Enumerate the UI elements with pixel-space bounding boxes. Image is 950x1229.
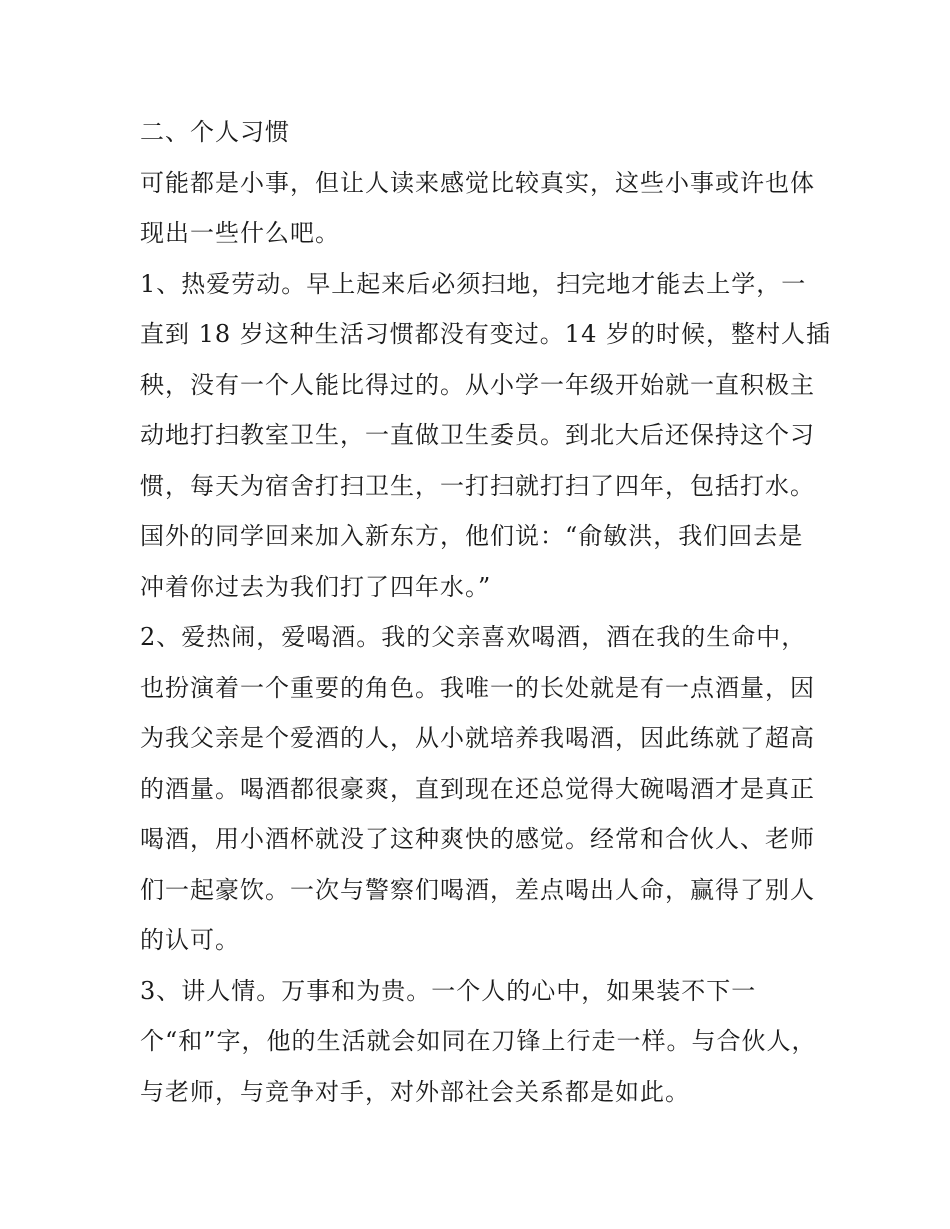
body-line: 国外的同学回来加入新东方，他们说：“俞敏洪，我们回去是 bbox=[140, 522, 804, 550]
body-line: 为我父亲是个爱酒的人，从小就培养我喝酒，因此练就了超高 bbox=[140, 724, 815, 752]
body-line: 秧，没有一个人能比得过的。从小学一年级开始就一直积极主 bbox=[140, 370, 815, 399]
section-heading: 二、个人习惯 bbox=[140, 118, 290, 146]
body-line: 也扮演着一个重要的角色。我唯一的长处就是有一点酒量，因 bbox=[140, 673, 815, 702]
document-body bbox=[140, 107, 830, 1117]
body-line: 惯，每天为宿舍打扫卫生，一打扫就打扫了四年，包括打水。 bbox=[140, 471, 815, 500]
body-line: 2、爱热闹，爱喝酒。我的父亲喜欢喝酒，酒在我的生命中， bbox=[140, 623, 807, 651]
body-line: 喝酒，用小酒杯就没了这种爽快的感觉。经常和合伙人、老师 bbox=[140, 825, 815, 853]
body-line: 的认可。 bbox=[140, 926, 240, 954]
body-line: 1、热爱劳动。早上起来后必须扫地，扫完地才能去上学，一 bbox=[140, 269, 807, 298]
body-line: 直到 18 岁这种生活习惯都没有变过。14 岁的时候，整村人插 bbox=[140, 320, 831, 348]
body-line: 现出一些什么吧。 bbox=[140, 219, 340, 247]
body-line: 个“和”字，他的生活就会如同在刀锋上行走一样。与合伙人， bbox=[140, 1027, 817, 1055]
body-line: 与老师，与竞争对手，对外部社会关系都是如此。 bbox=[140, 1077, 690, 1106]
body-line: 的酒量。喝酒都很豪爽，直到现在还总觉得大碗喝酒才是真正 bbox=[140, 774, 815, 803]
body-line: 3、讲人情。万事和为贵。一个人的心中，如果装不下一 bbox=[140, 976, 757, 1005]
body-line: 可能都是小事，但让人读来感觉比较真实，这些小事或许也体 bbox=[140, 168, 815, 197]
body-line: 们一起豪饮。一次与警察们喝酒，差点喝出人命，赢得了别人 bbox=[140, 875, 815, 904]
body-line: 动地打扫教室卫生，一直做卫生委员。到北大后还保持这个习 bbox=[140, 421, 815, 449]
body-line: 冲着你过去为我们打了四年水。” bbox=[140, 572, 492, 601]
